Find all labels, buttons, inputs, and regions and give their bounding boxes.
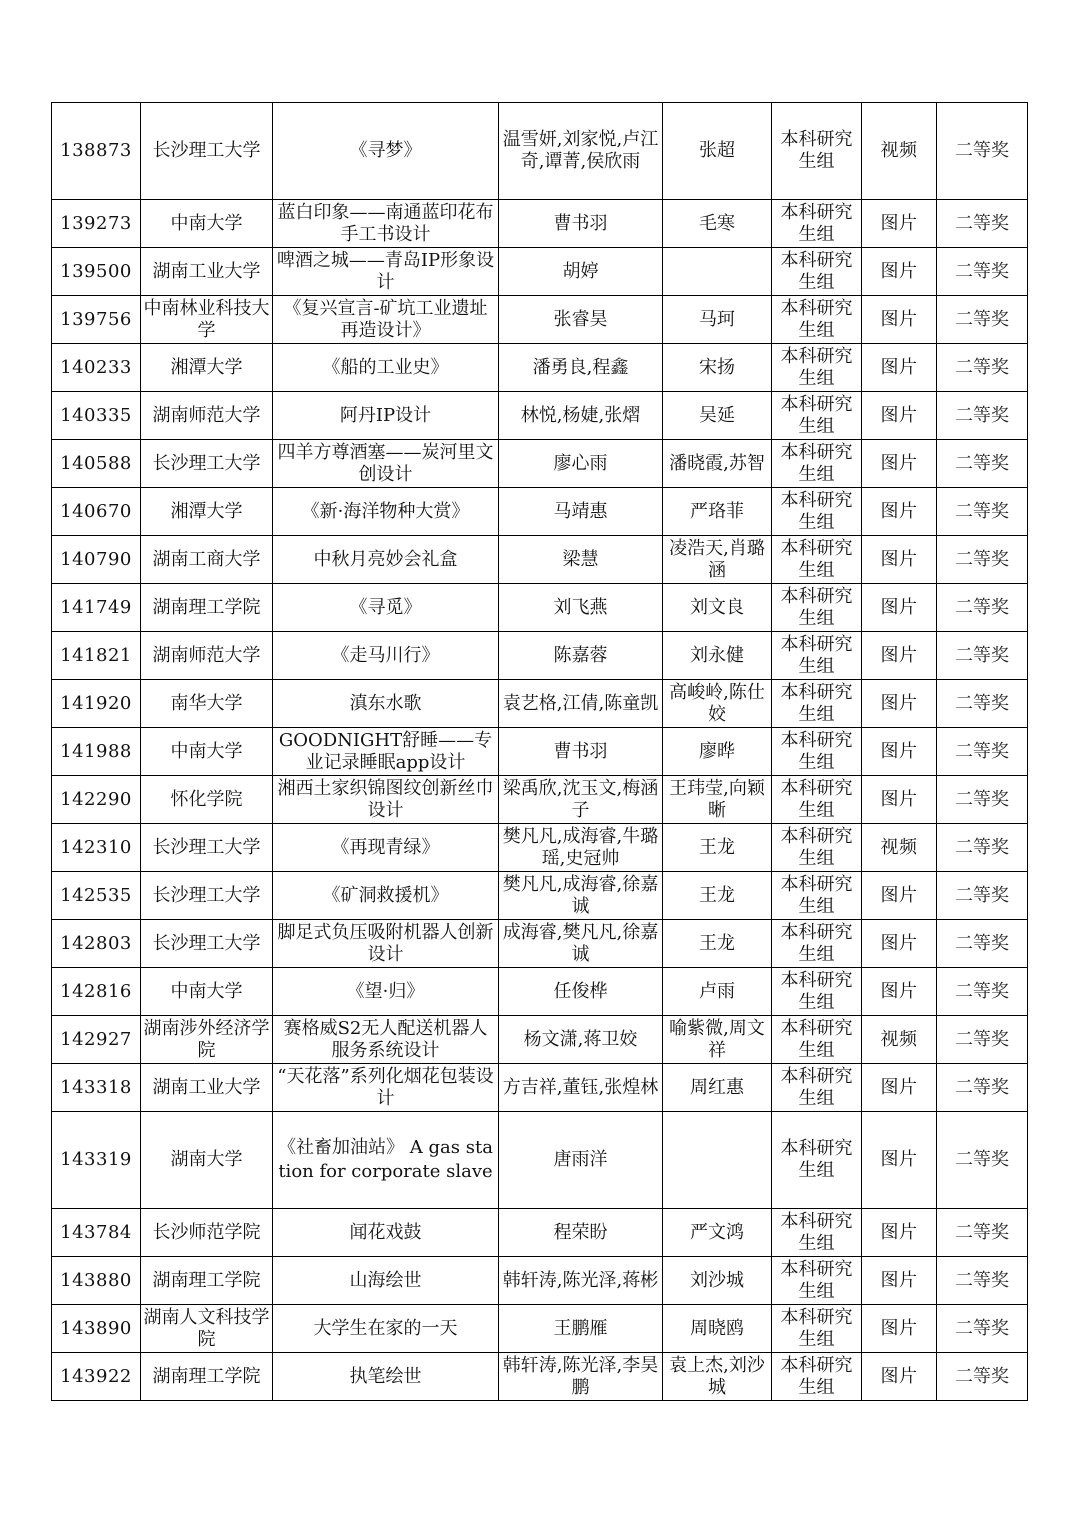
school-cell: 长沙理工大学 [141,824,273,872]
work-title-cell: 《寻梦》 [273,103,499,200]
school-cell: 怀化学院 [141,776,273,824]
category-cell: 图片 [862,1209,937,1257]
group-cell: 本科研究生组 [772,1305,862,1353]
authors-cell: 韩轩涛,陈光泽,蒋彬 [499,1257,663,1305]
category-cell: 图片 [862,728,937,776]
school-cell: 长沙理工大学 [141,920,273,968]
table-row [52,200,1028,248]
school-cell: 湖南理工学院 [141,584,273,632]
school-cell: 中南大学 [141,728,273,776]
entry-id-cell: 143318 [52,1064,141,1112]
advisor-cell: 马珂 [663,296,772,344]
entry-id-cell: 143319 [52,1112,141,1209]
entry-id-cell: 143890 [52,1305,141,1353]
table-row [52,632,1028,680]
entry-id-cell: 142290 [52,776,141,824]
award-cell: 二等奖 [937,1112,1028,1209]
table-row [52,1016,1028,1064]
work-title-cell: “天花落”系列化烟花包装设计 [273,1064,499,1112]
authors-cell: 刘飞燕 [499,584,663,632]
category-cell: 图片 [862,872,937,920]
award-cell: 二等奖 [937,248,1028,296]
award-cell: 二等奖 [937,872,1028,920]
group-cell: 本科研究生组 [772,1209,862,1257]
work-title-cell: 蓝白印象——南通蓝印花布手工书设计 [273,200,499,248]
advisor-cell: 王玮莹,向颖晰 [663,776,772,824]
work-title-cell: 闻花戏鼓 [273,1209,499,1257]
category-cell: 图片 [862,632,937,680]
advisor-cell: 刘文良 [663,584,772,632]
group-cell: 本科研究生组 [772,584,862,632]
work-title-cell: 《船的工业史》 [273,344,499,392]
award-cell: 二等奖 [937,824,1028,872]
table-row [52,536,1028,584]
school-cell: 中南大学 [141,968,273,1016]
advisor-cell [663,1112,772,1209]
work-title-cell: 《复兴宣言-矿坑工业遗址再造设计》 [273,296,499,344]
group-cell: 本科研究生组 [772,680,862,728]
work-title-cell: 中秋月亮妙会礼盒 [273,536,499,584]
group-cell: 本科研究生组 [772,392,862,440]
table-row [52,248,1028,296]
category-cell: 图片 [862,920,937,968]
authors-cell: 潘勇良,程鑫 [499,344,663,392]
category-cell: 图片 [862,1112,937,1209]
group-cell: 本科研究生组 [772,1064,862,1112]
entry-id-cell: 141821 [52,632,141,680]
category-cell: 图片 [862,776,937,824]
award-cell: 二等奖 [937,584,1028,632]
award-cell: 二等奖 [937,1209,1028,1257]
advisor-cell: 凌浩天,肖璐涵 [663,536,772,584]
work-title-cell: 山海绘世 [273,1257,499,1305]
entry-id-cell: 140790 [52,536,141,584]
group-cell: 本科研究生组 [772,728,862,776]
category-cell: 图片 [862,680,937,728]
award-cell: 二等奖 [937,1353,1028,1401]
authors-cell: 樊凡凡,成海睿,牛璐瑶,史冠帅 [499,824,663,872]
award-cell: 二等奖 [937,968,1028,1016]
award-cell: 二等奖 [937,1064,1028,1112]
category-cell: 图片 [862,1257,937,1305]
group-cell: 本科研究生组 [772,632,862,680]
group-cell: 本科研究生组 [772,1016,862,1064]
table-row [52,1064,1028,1112]
table-row [52,680,1028,728]
authors-cell: 胡婷 [499,248,663,296]
award-cell: 二等奖 [937,440,1028,488]
advisor-cell: 张超 [663,103,772,200]
award-cell: 二等奖 [937,103,1028,200]
school-cell: 长沙理工大学 [141,103,273,200]
work-title-cell: 《寻觅》 [273,584,499,632]
work-title-cell: 《望·归》 [273,968,499,1016]
table-row [52,344,1028,392]
work-title-cell: 《再现青绿》 [273,824,499,872]
group-cell: 本科研究生组 [772,824,862,872]
advisor-cell: 王龙 [663,920,772,968]
school-cell: 湖南工业大学 [141,248,273,296]
authors-cell: 梁慧 [499,536,663,584]
advisor-cell: 毛寒 [663,200,772,248]
table-row [52,1305,1028,1353]
school-cell: 湖南师范大学 [141,632,273,680]
authors-cell: 杨文潇,蒋卫姣 [499,1016,663,1064]
entry-id-cell: 140335 [52,392,141,440]
authors-cell: 林悦,杨婕,张熠 [499,392,663,440]
work-title-cell: 湘西土家织锦图纹创新丝巾设计 [273,776,499,824]
school-cell: 中南大学 [141,200,273,248]
entry-id-cell: 141749 [52,584,141,632]
group-cell: 本科研究生组 [772,248,862,296]
category-cell: 图片 [862,200,937,248]
entry-id-cell: 140233 [52,344,141,392]
entry-id-cell: 139273 [52,200,141,248]
table-row [52,920,1028,968]
entry-id-cell: 141988 [52,728,141,776]
advisor-cell: 王龙 [663,824,772,872]
group-cell: 本科研究生组 [772,1112,862,1209]
group-cell: 本科研究生组 [772,968,862,1016]
group-cell: 本科研究生组 [772,536,862,584]
authors-cell: 方吉祥,董钰,张煌林 [499,1064,663,1112]
school-cell: 湘潭大学 [141,344,273,392]
authors-cell: 韩轩涛,陈光泽,李昊鹏 [499,1353,663,1401]
group-cell: 本科研究生组 [772,1257,862,1305]
advisor-cell: 吴延 [663,392,772,440]
advisor-cell: 潘晓霞,苏智 [663,440,772,488]
entry-id-cell: 143922 [52,1353,141,1401]
school-cell: 湖南师范大学 [141,392,273,440]
authors-cell: 张睿昊 [499,296,663,344]
advisor-cell: 宋扬 [663,344,772,392]
school-cell: 湖南人文科技学院 [141,1305,273,1353]
authors-cell: 曹书羽 [499,200,663,248]
school-cell: 湖南工商大学 [141,536,273,584]
advisor-cell: 刘永健 [663,632,772,680]
award-cell: 二等奖 [937,536,1028,584]
school-cell: 湖南工业大学 [141,1064,273,1112]
entry-id-cell: 142535 [52,872,141,920]
school-cell: 长沙师范学院 [141,1209,273,1257]
advisor-cell: 刘沙城 [663,1257,772,1305]
group-cell: 本科研究生组 [772,440,862,488]
authors-cell: 温雪妍,刘家悦,卢江奇,谭菁,侯欣雨 [499,103,663,200]
entry-id-cell: 143784 [52,1209,141,1257]
category-cell: 视频 [862,103,937,200]
school-cell: 湖南理工学院 [141,1353,273,1401]
award-cell: 二等奖 [937,632,1028,680]
school-cell: 长沙理工大学 [141,440,273,488]
table-row [52,968,1028,1016]
award-cell: 二等奖 [937,1016,1028,1064]
category-cell: 图片 [862,296,937,344]
table-row [52,296,1028,344]
category-cell: 图片 [862,968,937,1016]
school-cell: 南华大学 [141,680,273,728]
work-title-cell: 啤酒之城——青岛IP形象设计 [273,248,499,296]
work-title-cell: 滇东水歌 [273,680,499,728]
table-row [52,872,1028,920]
authors-cell: 廖心雨 [499,440,663,488]
table-row [52,728,1028,776]
entry-id-cell: 140588 [52,440,141,488]
work-title-cell: 赛格威S2无人配送机器人服务系统设计 [273,1016,499,1064]
advisor-cell: 周晓鸥 [663,1305,772,1353]
school-cell: 中南林业科技大学 [141,296,273,344]
entry-id-cell: 142310 [52,824,141,872]
category-cell: 视频 [862,1016,937,1064]
group-cell: 本科研究生组 [772,344,862,392]
award-cell: 二等奖 [937,296,1028,344]
award-cell: 二等奖 [937,728,1028,776]
group-cell: 本科研究生组 [772,488,862,536]
advisor-cell: 袁上杰,刘沙城 [663,1353,772,1401]
table-row [52,824,1028,872]
category-cell: 图片 [862,584,937,632]
work-title-cell: 《新·海洋物种大赏》 [273,488,499,536]
authors-cell: 袁艺格,江倩,陈童凯 [499,680,663,728]
entry-id-cell: 142927 [52,1016,141,1064]
category-cell: 图片 [862,440,937,488]
category-cell: 图片 [862,1064,937,1112]
table-row [52,440,1028,488]
authors-cell: 王鹏雁 [499,1305,663,1353]
table-row [52,1209,1028,1257]
category-cell: 视频 [862,824,937,872]
award-table [51,102,1028,1401]
authors-cell: 唐雨洋 [499,1112,663,1209]
category-cell: 图片 [862,1305,937,1353]
award-cell: 二等奖 [937,920,1028,968]
award-cell: 二等奖 [937,680,1028,728]
award-cell: 二等奖 [937,392,1028,440]
category-cell: 图片 [862,1353,937,1401]
table-row [52,103,1028,200]
school-cell: 长沙理工大学 [141,872,273,920]
group-cell: 本科研究生组 [772,776,862,824]
advisor-cell: 高峻岭,陈仕姣 [663,680,772,728]
table-row [52,1353,1028,1401]
authors-cell: 成海睿,樊凡凡,徐嘉诚 [499,920,663,968]
authors-cell: 程荣盼 [499,1209,663,1257]
work-title-cell: 脚足式负压吸附机器人创新设计 [273,920,499,968]
award-cell: 二等奖 [937,344,1028,392]
category-cell: 图片 [862,536,937,584]
award-cell: 二等奖 [937,776,1028,824]
advisor-cell: 周红惠 [663,1064,772,1112]
entry-id-cell: 139756 [52,296,141,344]
entry-id-cell: 140670 [52,488,141,536]
category-cell: 图片 [862,344,937,392]
group-cell: 本科研究生组 [772,1353,862,1401]
award-cell: 二等奖 [937,200,1028,248]
table-row [52,584,1028,632]
authors-cell: 樊凡凡,成海睿,徐嘉诚 [499,872,663,920]
work-title-cell: 大学生在家的一天 [273,1305,499,1353]
authors-cell: 曹书羽 [499,728,663,776]
work-title-cell: 《走马川行》 [273,632,499,680]
award-cell: 二等奖 [937,1257,1028,1305]
table-row [52,1112,1028,1209]
advisor-cell: 廖晔 [663,728,772,776]
school-cell: 湘潭大学 [141,488,273,536]
entry-id-cell: 142803 [52,920,141,968]
work-title-cell: 执笔绘世 [273,1353,499,1401]
advisor-cell: 王龙 [663,872,772,920]
group-cell: 本科研究生组 [772,200,862,248]
advisor-cell: 卢雨 [663,968,772,1016]
work-title-cell: 《社畜加油站》 A gas station for corporate slave [273,1112,499,1209]
group-cell: 本科研究生组 [772,872,862,920]
entry-id-cell: 143880 [52,1257,141,1305]
authors-cell: 任俊桦 [499,968,663,1016]
authors-cell: 梁禹欣,沈玉文,梅涵子 [499,776,663,824]
advisor-cell: 喻紫微,周文祥 [663,1016,772,1064]
group-cell: 本科研究生组 [772,296,862,344]
advisor-cell: 严文鸿 [663,1209,772,1257]
school-cell: 湖南涉外经济学院 [141,1016,273,1064]
table-row [52,776,1028,824]
category-cell: 图片 [862,392,937,440]
award-cell: 二等奖 [937,488,1028,536]
category-cell: 图片 [862,488,937,536]
entry-id-cell: 142816 [52,968,141,1016]
group-cell: 本科研究生组 [772,103,862,200]
authors-cell: 陈嘉蓉 [499,632,663,680]
work-title-cell: 四羊方尊酒塞——炭河里文创设计 [273,440,499,488]
table-row [52,488,1028,536]
entry-id-cell: 141920 [52,680,141,728]
table-row [52,392,1028,440]
work-title-cell: GOODNIGHT舒睡——专业记录睡眠app设计 [273,728,499,776]
work-title-cell: 阿丹IP设计 [273,392,499,440]
authors-cell: 马靖惠 [499,488,663,536]
table-row [52,1257,1028,1305]
award-cell: 二等奖 [937,1305,1028,1353]
entry-id-cell: 139500 [52,248,141,296]
school-cell: 湖南大学 [141,1112,273,1209]
group-cell: 本科研究生组 [772,920,862,968]
entry-id-cell: 138873 [52,103,141,200]
school-cell: 湖南理工学院 [141,1257,273,1305]
advisor-cell: 严珞菲 [663,488,772,536]
category-cell: 图片 [862,248,937,296]
work-title-cell: 《矿洞救援机》 [273,872,499,920]
advisor-cell [663,248,772,296]
